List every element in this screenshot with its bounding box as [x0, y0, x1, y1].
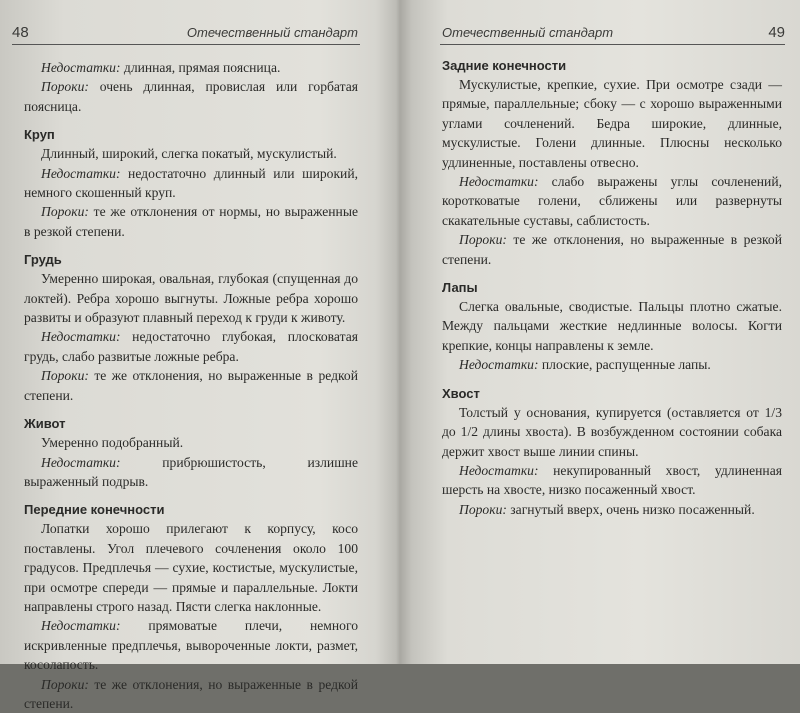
poroki-label: Пороки: [41, 368, 89, 384]
poroki-text: те же отклонения, но выраженные в редкой степени. [24, 368, 358, 403]
perednie-desc: Лопатки хорошо прилегают к корпусу, косо поставлены. Угол плечевого сочленения около 100 градусов. Предплечья — сухие, костистые, мускулистые, при осмотре спереди — прямые и параллельные. Локти направлены строго назад. Пясти слегка наклонные. [24, 521, 358, 614]
right-page [400, 0, 800, 664]
lapy-desc: Слегка овальные, сводистые. Пальцы плотно сжатые. Между пальцами жесткие недлинные волосы. Когти крепкие, концы направлены к земле. [442, 299, 782, 353]
poroki-text: те же отклонения, но выраженные в редкой степени. [24, 676, 358, 711]
section-heading-khvost: Хвост [442, 385, 480, 401]
running-head-title-right: Отечественный стандарт [442, 25, 614, 40]
nedostatki-label: Недостатки: [41, 60, 121, 75]
poroki-text: очень длинная, провислая или горбатая поясница. [24, 79, 358, 114]
nedostatki-label: Недостатки: [41, 618, 121, 634]
page-number-left: 48 [12, 24, 29, 41]
running-head-title-left: Отечественный стандарт [186, 25, 358, 40]
right-page-text [442, 56, 782, 519]
section-heading-lapy: Лапы [442, 280, 478, 296]
nedostatki-label: Недостатки: [459, 174, 539, 190]
nedostatki-label: Недостатки: [459, 462, 539, 478]
poroki-label: Пороки: [41, 79, 89, 95]
nedostatki-text: недостаточно глубокая, плосковатая грудь, слабо развитые ложные ребра. [24, 329, 358, 364]
nedostatki-text: прибрюшистость, излишне выраженный подрыв. [24, 454, 358, 489]
zhivot-nedostatki [24, 453, 358, 492]
lapy-nedostatki [442, 355, 782, 374]
nedostatki-text: некупированный хвост, удлиненная шерсть на хвосте, низко посаженный хвост. [442, 462, 782, 498]
zadnie-desc: Мускулистые, крепкие, сухие. При осмотре сзади — прямые, параллельные; сбоку — с хорошо выраженными углами сочленений. Бедра широкие, длинные, мускулистые. Голени длинные. Плюсны несколько удлиненные, поставлены отвесно. [442, 77, 782, 170]
krup-nedostatki [24, 164, 358, 203]
zadnie-nedostatki [442, 172, 782, 230]
left-page-text [24, 58, 358, 713]
intro-poroki [24, 77, 358, 116]
nedostatki-text: прямоватые плечи, немного искривленные предплечья, вывороченные локти, размет, косолапость. [24, 618, 358, 673]
nedostatki-label: Недостатки: [41, 329, 121, 345]
section-heading-krup: Круп [24, 127, 55, 143]
left-page [0, 0, 400, 711]
intro-nedostatki [24, 58, 358, 77]
nedostatki-text: слабо выражены углы сочленений, коротковатые голени, сближены или развернуты скакательные суставы, саблистость. [442, 174, 782, 228]
nedostatki-label: Недостатки: [459, 357, 539, 373]
poroki-text: те же отклонения, но выраженные в резкой степени. [442, 232, 782, 267]
khvost-nedostatki [442, 461, 782, 500]
poroki-label: Пороки: [459, 232, 507, 248]
poroki-text: те же отклонения от нормы, но выраженные в резкой степени. [24, 204, 358, 239]
zhivot-desc: Умеренно подобранный. [41, 435, 184, 451]
perednie-nedostatki [24, 616, 358, 674]
grud-desc: Умеренно широкая, овальная, глубокая (спущенная до локтей). Ребра хорошо выгнуты. Ложные ребра хорошо развиты и образуют плавный переход к груди к животу. [24, 271, 358, 326]
krup-poroki [24, 202, 358, 241]
poroki-text: загнутый вверх, очень низко посаженный. [506, 501, 755, 517]
grud-nedostatki [24, 327, 358, 366]
poroki-label: Пороки: [459, 501, 507, 517]
nedostatki-text: недостаточно длинный или широкий, немного скошенный круп. [24, 165, 358, 201]
krup-desc: Длинный, широкий, слегка покатый, мускулистый. [41, 146, 337, 162]
nedostatki-label: Недостатки: [41, 165, 121, 181]
nedostatki-label: Недостатки: [41, 454, 121, 470]
section-heading-grud: Грудь [24, 252, 62, 268]
section-heading-zhivot: Живот [24, 416, 66, 432]
khvost-poroki [442, 500, 782, 519]
perednie-poroki [24, 675, 358, 713]
zadnie-poroki [442, 230, 782, 269]
nedostatki-text: плоские, распущенные лапы. [538, 357, 711, 373]
running-head-left [12, 24, 360, 45]
khvost-desc: Толстый у основания, купируется (оставляется от 1/3 до 1/2 длины хвоста). В возбужденном состоянии собака держит хвост выше линии спины. [442, 404, 782, 459]
poroki-label: Пороки: [41, 676, 89, 692]
poroki-label: Пороки: [41, 204, 89, 220]
page-number-right: 49 [768, 24, 785, 41]
running-head-right [440, 24, 785, 45]
nedostatki-text: длинная, прямая поясница. [120, 60, 281, 75]
section-heading-perednie: Передние конечности [24, 502, 165, 518]
grud-poroki [24, 366, 358, 405]
section-heading-zadnie: Задние конечности [442, 58, 567, 73]
